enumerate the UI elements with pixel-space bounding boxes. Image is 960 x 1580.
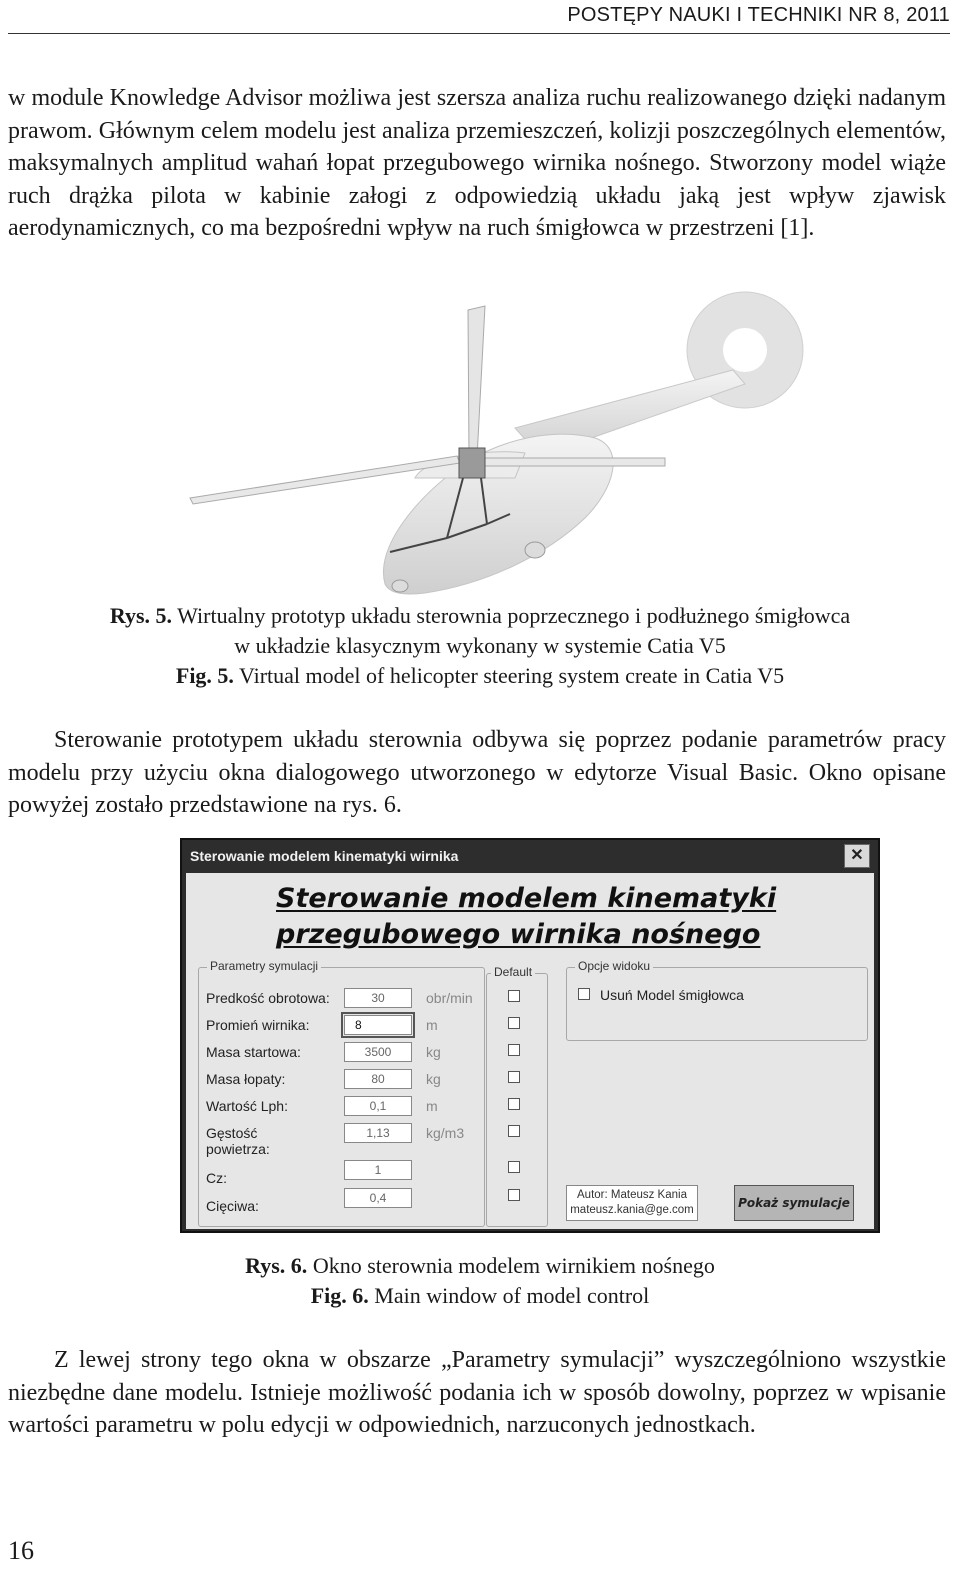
paragraph-3-end: narzuconych jednostkach. [506,1412,756,1439]
paragraph-1-text: w module Knowledge Advisor możliwa jest szersza analiza ruchu realizowanego dzięki nadanym prawom. Głównym celem modelu jest analiza przemieszczeń, kolizji poszczególnych elementów, maksymalnych amplitud wahań łopat przegubowego wirnika nośnego. Stworzony model wiąże ruch drążka pilota w kabinie załogi z odpowiedzią układu jaką jest wpływ zjawisk aerodynamicznych, co ma [8,85,946,242]
blade-mass-input[interactable]: 80 [344,1069,412,1089]
param-label: Masa łopaty: [206,1071,286,1087]
default-checkbox[interactable] [508,1071,520,1083]
figure-6-label-en: Fig. 6. [310,1283,369,1308]
simulation-dialog-window [180,838,880,1233]
paragraph-1-end: bezpośredni wpływ na ruch śmigłowca w przestrzeni [1]. [265,215,815,242]
param-label: Cz: [206,1170,227,1186]
close-button[interactable]: ✕ [844,844,870,868]
figure-5-label-pl: Rys. 5. [109,603,173,628]
dialog-client-area [186,873,874,1229]
param-label: Cięciwa: [206,1198,259,1214]
dialog-heading-line-2: przegubowego wirnika nośnego [276,919,761,950]
dialog-heading [276,881,836,953]
header-rule [8,33,950,34]
default-group-label: Default [491,965,535,979]
params-group-label: Parametry symulacji [207,959,321,973]
cz-input[interactable]: 1 [344,1160,412,1180]
remove-helicopter-label: Usuń Model śmigłowca [600,987,744,1003]
dialog-title: Sterowanie modelem kinematyki wirnika [190,848,459,864]
paragraph-3 [8,1344,946,1442]
default-checkbox[interactable] [508,990,520,1002]
show-simulation-button[interactable]: Pokaż symulacje [734,1185,854,1221]
rotation-speed-input[interactable]: 30 [344,988,412,1008]
param-label: Wartość Lph: [206,1098,288,1114]
chord-input[interactable]: 0,4 [344,1188,412,1208]
dialog-titlebar [182,840,878,872]
dialog-heading-line-1: Sterowanie modelem kinematyki [276,883,777,914]
param-label: Gęstość powietrza: [206,1125,270,1157]
takeoff-mass-input[interactable]: 3500 [344,1042,412,1062]
lph-value-input[interactable]: 0,1 [344,1096,412,1116]
params-group [198,959,485,1227]
paragraph-2-text: Sterowanie prototypem układu sterownia odbywa się poprzez podanie parametrów pracy modelu przy użyciu okna dialogowego utworzonego w edytorze [8,727,946,786]
figure-6-caption-pl: Okno sterownia modelem wirnikiem nośnego [312,1253,715,1278]
paragraph-1 [8,82,946,245]
author-name: Autor: Mateusz Kania [577,1189,687,1201]
rotor-radius-input[interactable]: 8 [344,1015,412,1035]
default-checkbox[interactable] [508,1017,520,1029]
param-unit: kg [426,1044,441,1060]
figure-5-caption-en: Virtual model of helicopter steering system create in Catia V5 [239,663,785,688]
param-unit: kg [426,1071,441,1087]
figure-5-caption-pl-1: Wirtualny prototyp układu sterownia poprzecznego i podłużnego śmigłowca [177,603,851,628]
param-label: Promień wirnika: [206,1017,310,1033]
figure-6-label-pl: Rys. 6. [245,1253,308,1278]
paragraph-2-end: Visual Basic. Okno opisane powyżej zostało przedstawione na rys. 6. [8,759,946,819]
figure-6-caption [0,1251,960,1311]
default-checkbox[interactable] [508,1125,520,1137]
figure-5-caption [0,601,960,691]
param-label: Predkość obrotowa: [206,990,330,1006]
figure-6-caption-en: Main window of model control [374,1283,650,1308]
default-checkbox[interactable] [508,1098,520,1110]
param-unit: m [426,1098,438,1114]
default-checkbox[interactable] [508,1161,520,1173]
page-number: 16 [8,1536,34,1565]
author-box [566,1185,698,1221]
view-options-group [566,959,868,1041]
remove-helicopter-checkbox[interactable] [578,988,590,1000]
helicopter-model-figure [185,288,805,600]
default-checkbox[interactable] [508,1189,520,1201]
figure-5-label-en: Fig. 5. [175,663,234,688]
default-checkbox[interactable] [508,1044,520,1056]
author-email: mateusz.kania@ge.com [570,1204,694,1216]
param-label: Masa startowa: [206,1044,301,1060]
air-density-input[interactable]: 1,13 [344,1123,412,1143]
figure-5-caption-pl-2: w układzie klasycznym wykonany w systemie Catia V5 [234,633,726,658]
param-unit: obr/min [426,990,473,1006]
paragraph-2 [8,724,946,822]
param-unit: kg/m3 [426,1125,465,1141]
running-header: POSTĘPY NAUKI I TECHNIKI NR 8, 2011 [567,4,950,26]
param-unit: m [426,1017,438,1033]
view-options-group-label: Opcje widoku [575,959,653,973]
paragraph-3-text: Z lewej strony tego okna w obszarze „Parametry symulacji” wyszczególniono wszystkie niezbędne dane modelu. Istnieje możliwość podania ich w sposób dowolny, poprzez w wpisanie wartości parametru w polu edycji w odpowiednich, [8,1347,946,1439]
